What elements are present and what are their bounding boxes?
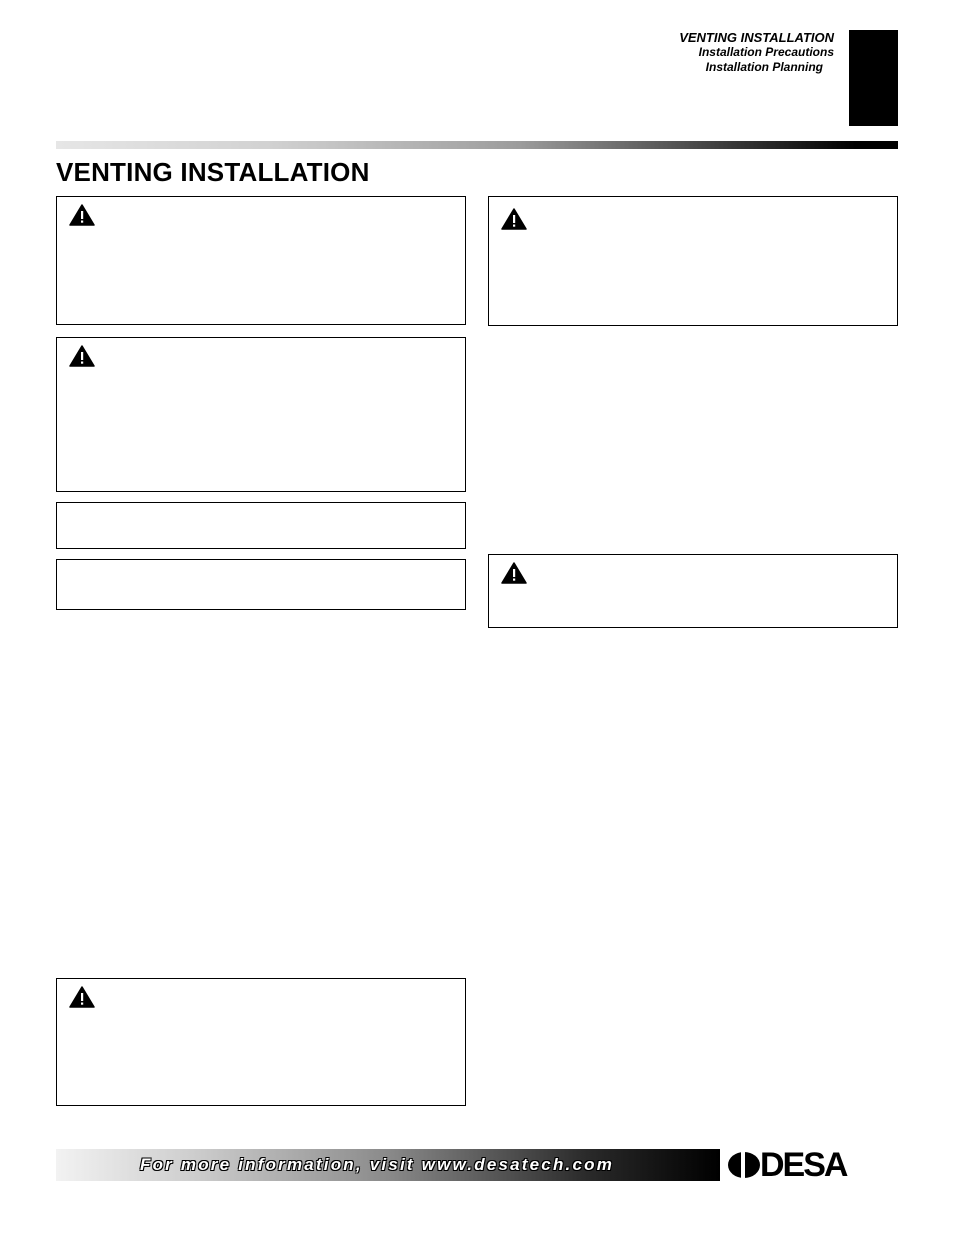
warning-triangle-icon (69, 986, 95, 1008)
footer-banner (56, 1149, 720, 1181)
footer-website-text: For more information, visit www.desatech.com (140, 1155, 615, 1174)
desa-logo-mark-icon (726, 1149, 762, 1181)
running-header (679, 30, 834, 75)
desa-logo (724, 1146, 898, 1184)
desa-logo-text: DESA (760, 1146, 847, 1184)
warning-triangle-icon (69, 345, 95, 367)
warning-box-5 (488, 554, 898, 628)
section-tab-marker (849, 30, 898, 126)
page-title: VENTING INSTALLATION (56, 157, 370, 187)
notice-box-1 (56, 502, 466, 549)
header-rule (56, 141, 898, 149)
warning-triangle-icon (69, 204, 95, 226)
header-subtopic-planning: Installation Planning (705, 60, 823, 74)
header-section-title: VENTING INSTALLATION (679, 30, 834, 45)
warning-box-3 (56, 978, 466, 1106)
warning-box-2 (56, 337, 466, 492)
warning-triangle-icon (501, 562, 527, 584)
header-subtopic-precautions: Installation Precautions (698, 45, 834, 59)
warning-box-1 (56, 196, 466, 325)
warning-box-4 (488, 196, 898, 326)
warning-triangle-icon (501, 208, 527, 230)
notice-box-2 (56, 559, 466, 610)
